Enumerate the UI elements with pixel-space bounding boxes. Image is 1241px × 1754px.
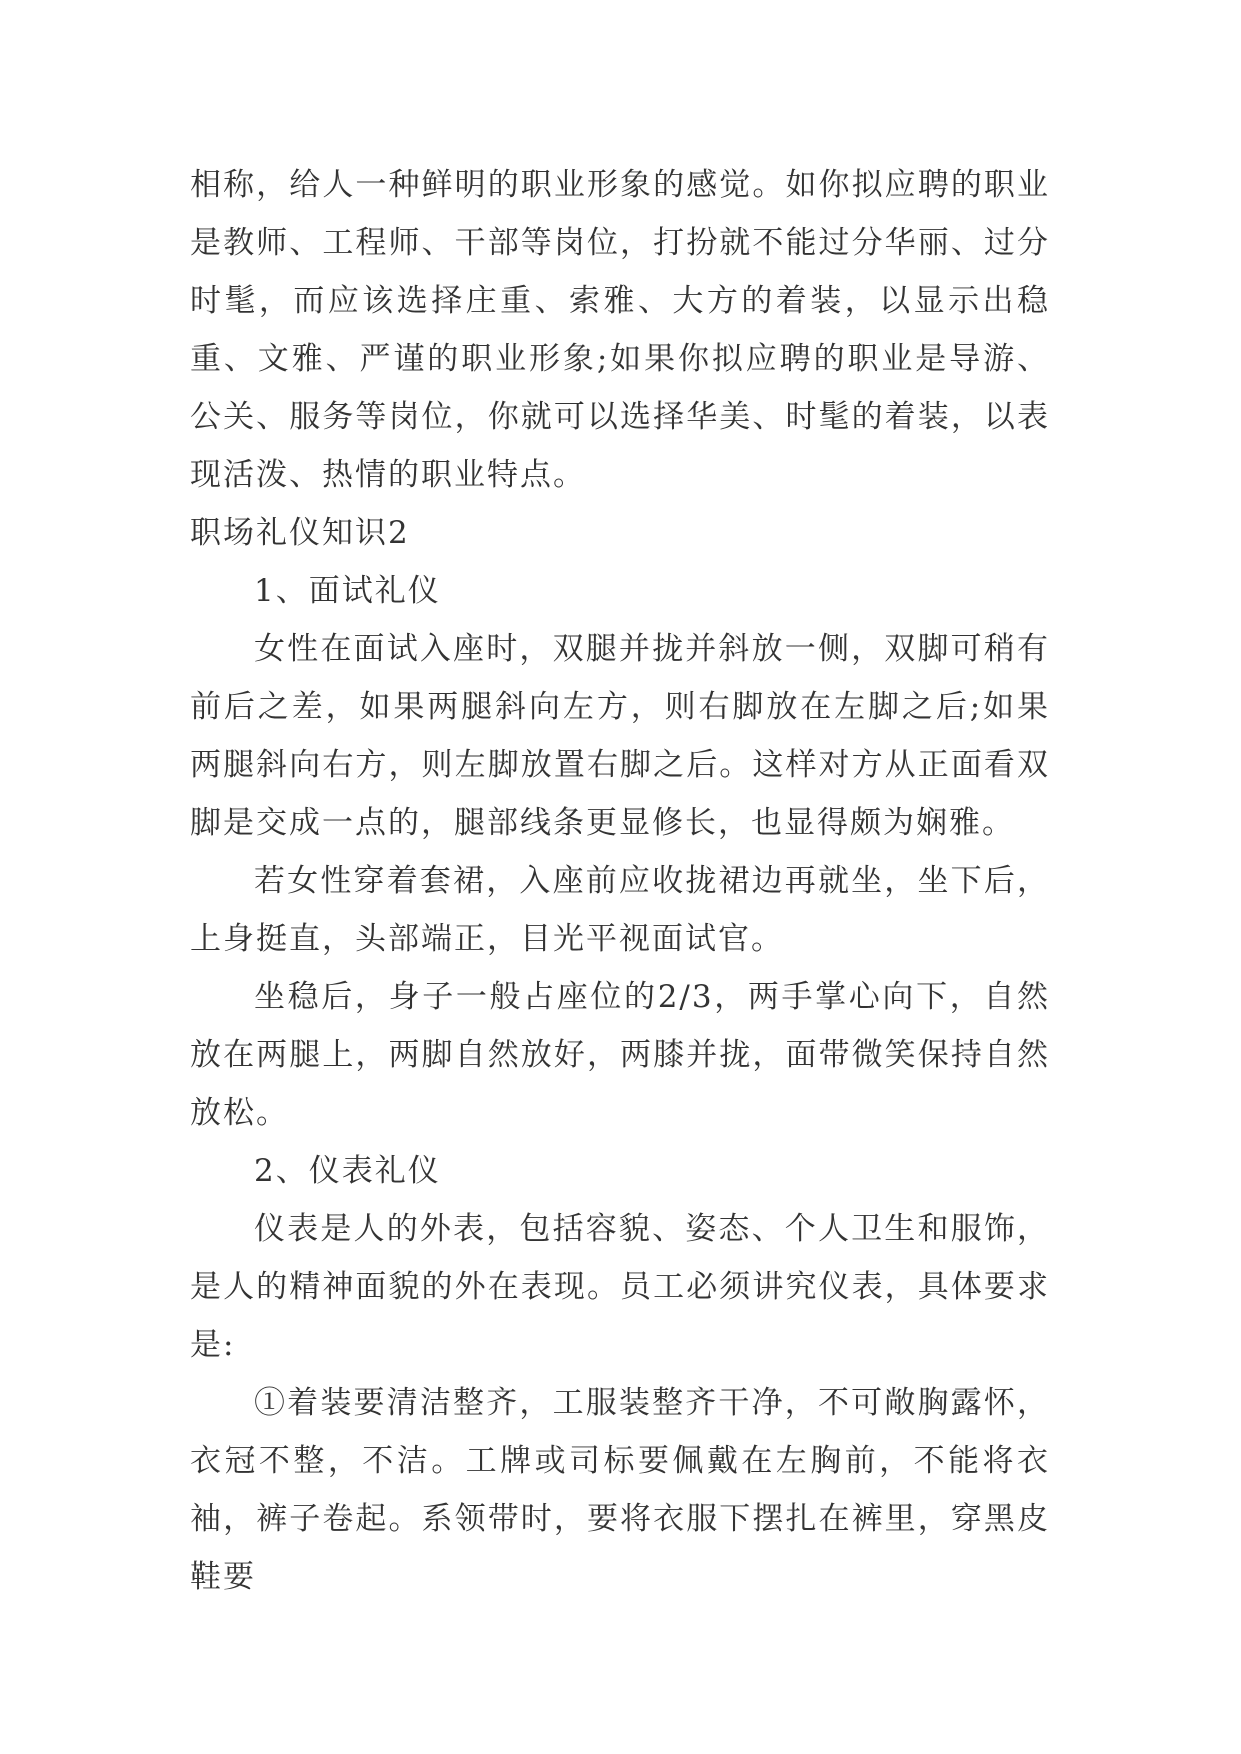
paragraph-dress-continuation: 相称，给人一种鲜明的职业形象的感觉。如你拟应聘的职业是教师、工程师、干部等岗位，打扮就不能过分华丽、过分时髦，而应该选择庄重、索雅、大方的着装，以显示出稳重、文雅、严谨的职业形象;如果你拟应聘的职业是导游、公关、服务等岗位，你就可以选择华美、时髦的着装，以表现活泼、热情的职业特点。 <box>190 167 1050 493</box>
paragraph-appearance-definition: 仪表是人的外表，包括容貌、姿态、个人卫生和服饰，是人的精神面貌的外在表现。员工必须讲究仪表，具体要求是: <box>190 1211 1050 1363</box>
section-heading: 职场礼仪知识2 <box>190 515 410 551</box>
paragraph-posture: 坐稳后，身子一般占座位的2/3，两手掌心向下，自然放在两腿上，两脚自然放好，两膝并拢，面带微笑保持自然放松。 <box>190 979 1050 1131</box>
paragraph-skirt: 若女性穿着套裙，入座前应收拢裙边再就坐，坐下后，上身挺直，头部端正，目光平视面试官。 <box>190 863 1050 957</box>
paragraph-dress-rules: ①着装要清洁整齐，工服装整齐干净，不可敞胸露怀，衣冠不整，不洁。工牌或司标要佩戴在左胸前，不能将衣袖，裤子卷起。系领带时，要将衣服下摆扎在裤里，穿黑皮鞋要 <box>190 1385 1050 1595</box>
subheading-interview-etiquette: 1、面试礼仪 <box>254 573 441 609</box>
paragraph-seating-legs: 女性在面试入座时，双腿并拢并斜放一侧，双脚可稍有前后之差，如果两腿斜向左方，则右脚放在左脚之后;如果两腿斜向右方，则左脚放置右脚之后。这样对方从正面看双脚是交成一点的，腿部线条更显修长，也显得颇为娴雅。 <box>190 631 1050 841</box>
subheading-appearance-etiquette: 2、仪表礼仪 <box>254 1153 441 1189</box>
document-body <box>190 156 1050 1606</box>
